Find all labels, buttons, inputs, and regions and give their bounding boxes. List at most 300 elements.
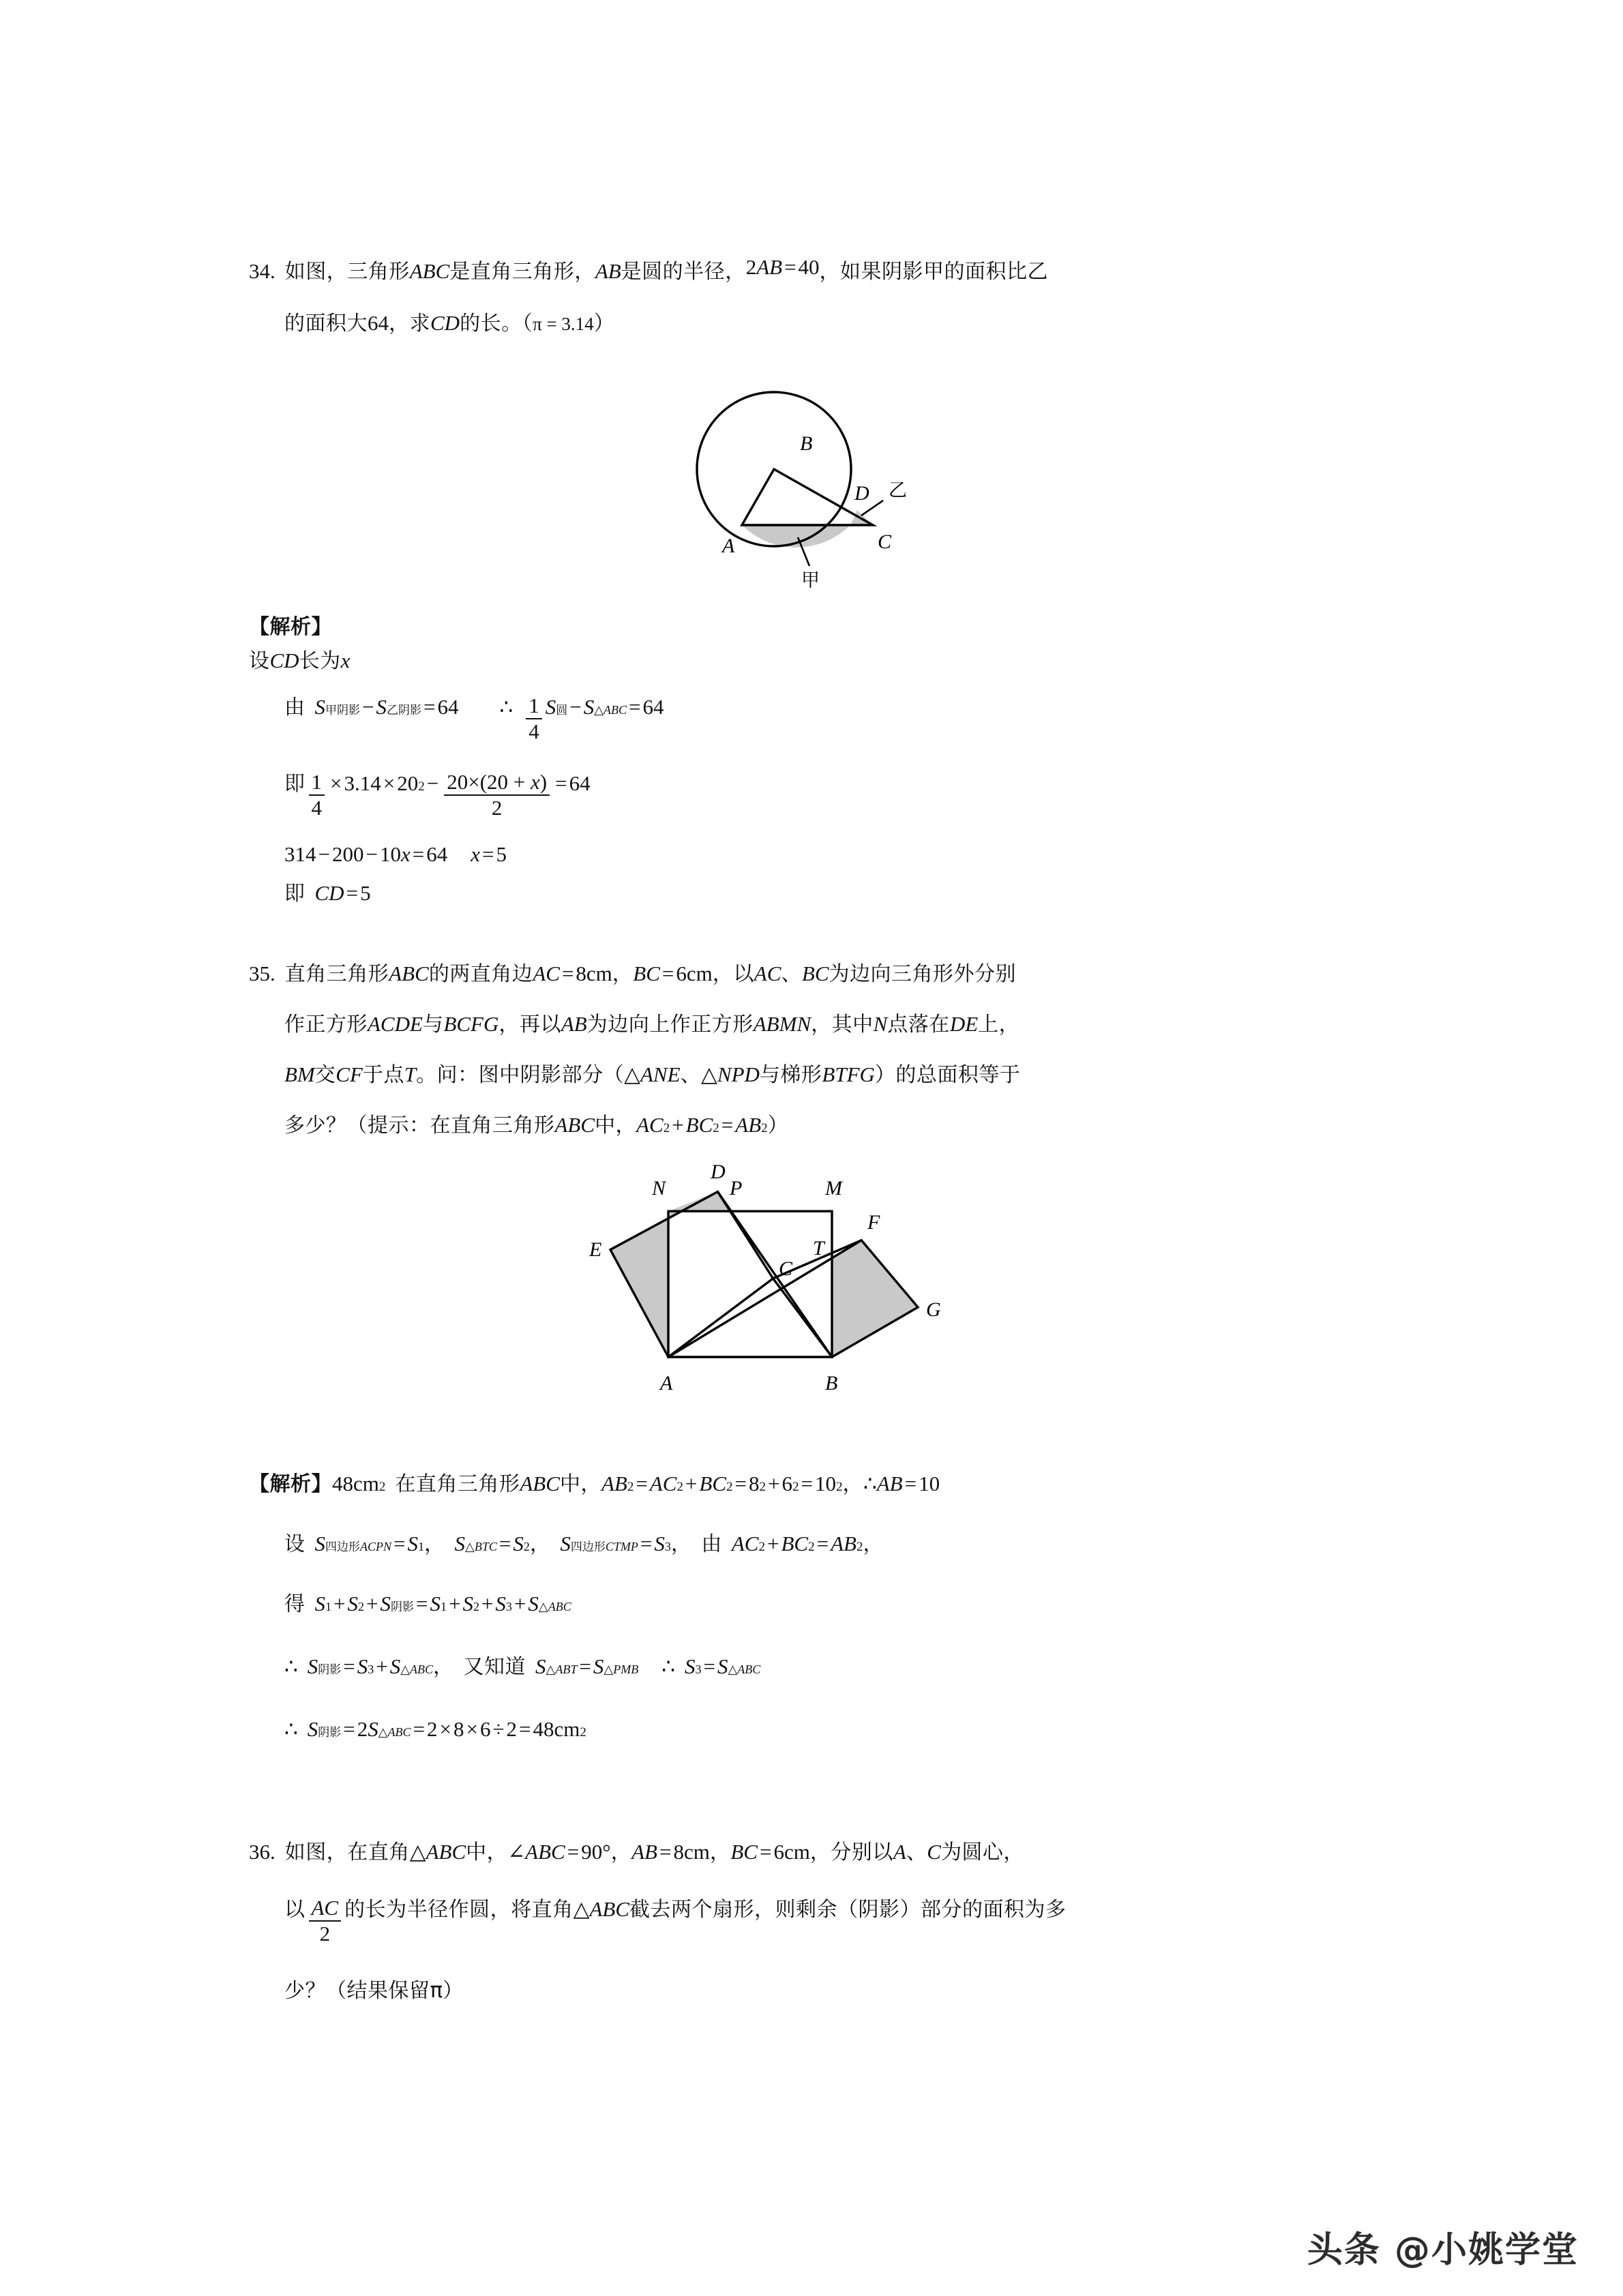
label-t: T: [813, 1237, 824, 1259]
math-eq: =: [659, 1840, 672, 1864]
therefore-symbol: ∴: [661, 1654, 675, 1678]
math-eq: =: [393, 1532, 406, 1555]
math-eq: =: [784, 255, 796, 279]
math-s: S: [407, 1532, 418, 1555]
math-s: S: [654, 1532, 665, 1555]
math-10: 10: [379, 842, 401, 867]
math-5: 5: [360, 881, 371, 906]
math-eq: =: [498, 1532, 511, 1555]
math-exp-2: 2: [759, 1480, 766, 1494]
math-10: 10: [814, 1472, 836, 1495]
math-6cm: 6cm: [773, 1840, 810, 1864]
unit-exp-2: 2: [378, 1480, 386, 1494]
sub-1: 1: [325, 1600, 331, 1613]
sub-ctmp: CTMP: [605, 1540, 638, 1553]
math-eq: =: [640, 1532, 653, 1555]
de-prefix: 得: [284, 1592, 306, 1616]
math-bc: BC: [699, 1472, 727, 1495]
pi-symbol: π: [430, 1978, 443, 2003]
sub-yuan: 圆: [556, 704, 568, 717]
math-eq: =: [703, 1654, 715, 1678]
therefore-symbol: ∴: [499, 695, 513, 719]
text: ）: [443, 1979, 464, 2003]
label-b: B: [800, 432, 813, 455]
label-n: N: [652, 1177, 666, 1199]
math-exp-2: 2: [418, 779, 425, 794]
math-minus: −: [318, 842, 330, 867]
math-exp-2: 2: [758, 1540, 765, 1554]
text: 的长。（: [460, 312, 533, 336]
math-eq: =: [346, 881, 359, 906]
solution-34-title: [249, 617, 1408, 638]
math-btfg: BTFG: [822, 1062, 875, 1086]
problem-36-line-1: [249, 1841, 1408, 1863]
math-s: S: [314, 695, 325, 719]
math-64: 64: [642, 695, 664, 719]
math-abc: ABC: [409, 259, 450, 283]
text: 如图，三角形: [284, 260, 410, 284]
sub-jia-yinying: 甲阴影: [325, 704, 360, 717]
math-exp-2: 2: [792, 1480, 799, 1494]
fraction-numerator: 1: [309, 771, 325, 796]
math-bc: BC: [730, 1840, 758, 1864]
text: ，分别以: [809, 1840, 893, 1864]
sub-1: 1: [418, 1540, 424, 1553]
text: ）: [767, 1114, 789, 1137]
triangle-symbol: △: [701, 1062, 717, 1086]
label-a: A: [722, 535, 735, 557]
math-ac: AC: [636, 1113, 664, 1137]
math-exp-2: 2: [808, 1540, 815, 1554]
fraction-triangle-area: [444, 771, 550, 819]
solution-35-line-2: [284, 1533, 1408, 1555]
math-s: S: [314, 1532, 325, 1555]
angle-symbol: ∠: [507, 1840, 526, 1864]
square-abmn: [668, 1211, 832, 1357]
math-bc: BC: [685, 1113, 713, 1137]
math-x: x: [471, 842, 480, 867]
shi-prefix: 设: [284, 1532, 306, 1556]
math-s: S: [495, 1592, 506, 1615]
solution-34: [249, 617, 1408, 904]
sub-1: 1: [440, 1600, 447, 1613]
math-s: S: [593, 1654, 604, 1678]
math-ab: AB: [595, 259, 621, 283]
math-exp-2: 2: [856, 1540, 863, 1554]
figure-circle-svg: [679, 374, 965, 592]
text: 中，: [595, 1114, 637, 1137]
problem-35-line-2: [284, 1013, 1408, 1035]
math-times: ×: [439, 1717, 452, 1741]
figure-squares-svg: [589, 1152, 1037, 1439]
sub-tri-abc: △ABC: [594, 703, 627, 717]
math-plus: +: [672, 1113, 684, 1137]
math-48: 48: [533, 1717, 554, 1741]
math-eq: =: [636, 1472, 648, 1495]
math-s: S: [368, 1717, 378, 1741]
sub-tri-abc: △ABC: [378, 1725, 411, 1739]
math-ab: AB: [601, 1472, 627, 1495]
math-s: S: [307, 1654, 318, 1678]
label-f: F: [867, 1211, 880, 1234]
sub-yinying: 阴影: [318, 1726, 342, 1740]
math-plus: +: [766, 1532, 779, 1555]
jiexi-label: 【解析】: [249, 1472, 332, 1496]
math-eq: =: [555, 771, 567, 796]
math-s: S: [462, 1592, 473, 1615]
math-n: N: [873, 1012, 888, 1036]
triangle-abc: [742, 469, 873, 525]
unit-cm: cm: [353, 1472, 379, 1495]
math-times: ×: [383, 771, 396, 796]
math-plus: +: [685, 1472, 698, 1495]
fraction-numerator: 20×(20 + x): [444, 771, 550, 796]
figure-squares-diagram: [589, 1152, 1037, 1439]
math-exp-2: 2: [835, 1480, 843, 1494]
label-c: C: [779, 1257, 793, 1280]
math-5: 5: [496, 842, 507, 867]
text: ，: [842, 1472, 863, 1496]
sub-3: 3: [368, 1663, 374, 1676]
math-s: S: [357, 1654, 368, 1678]
math-eq: =: [721, 1113, 734, 1137]
text: 、: [680, 1063, 702, 1087]
sub-2: 2: [473, 1600, 479, 1613]
text: 作正方形: [284, 1013, 368, 1037]
text: 为边向上作正方形: [586, 1013, 754, 1037]
math-2: 2: [506, 1717, 518, 1741]
text: ，如果阴影甲的面积比乙: [819, 260, 1049, 284]
comma: ，: [529, 1532, 551, 1556]
sub-tri-abc: △ABC: [538, 1600, 571, 1613]
math-s: S: [513, 1532, 524, 1555]
math-de: DE: [949, 1012, 979, 1036]
watermark-toutiao: 头条 @小姚学堂: [1307, 2230, 1579, 2271]
text: 直角三角形: [284, 962, 389, 986]
text: ，: [709, 1840, 731, 1864]
math-plus: +: [768, 1472, 780, 1495]
math-eq: =: [423, 695, 436, 719]
math-ab: AB: [631, 1840, 657, 1864]
solution-34-eq-4: [284, 882, 1408, 904]
figure-circle-diagram: [679, 374, 965, 592]
text: 于点: [362, 1063, 404, 1087]
label-a: A: [660, 1372, 673, 1395]
math-eq: =: [904, 1472, 917, 1495]
math-cf: CF: [336, 1062, 363, 1086]
math-ac: AC: [533, 961, 560, 985]
math-eq: =: [481, 842, 494, 867]
math-abc: ABC: [426, 1840, 466, 1864]
problem-36-line-3: [284, 1980, 1408, 2001]
math-s: S: [560, 1532, 571, 1555]
math-exp-2: 2: [627, 1480, 634, 1494]
math-200: 200: [331, 842, 364, 867]
math-ab: AB: [876, 1472, 903, 1495]
ji-prefix: 即: [284, 882, 306, 906]
math-ac: AC: [754, 961, 781, 985]
math-6: 6: [480, 1717, 491, 1741]
sub-2: 2: [357, 1600, 364, 1613]
label-m: M: [825, 1177, 842, 1199]
math-x: x: [340, 648, 351, 672]
text: ，: [612, 962, 634, 986]
text: 如图，在直角: [284, 1840, 410, 1864]
math-minus: −: [569, 695, 582, 719]
text: 中，: [466, 1840, 508, 1864]
fraction-denominator: 4: [311, 795, 322, 820]
math-eq: =: [519, 1717, 531, 1741]
math-times: ×: [466, 1717, 479, 1741]
math-40: 40: [798, 255, 820, 279]
math-ac: AC: [731, 1532, 759, 1555]
text: 多少？（提示：在直角三角形: [284, 1114, 555, 1137]
sub-yi-yinying: 乙阴影: [386, 704, 421, 717]
math-s: S: [545, 695, 556, 719]
math-s: S: [528, 1592, 539, 1615]
math-exp-2: 2: [713, 1121, 719, 1135]
math-8cm: 8cm: [576, 961, 612, 985]
math-bc: BC: [633, 961, 660, 985]
math-exp-2: 2: [761, 1121, 768, 1135]
text: 设: [249, 649, 270, 673]
math-t: T: [404, 1062, 417, 1086]
math-eq: =: [801, 1472, 813, 1495]
label-d: D: [854, 482, 869, 505]
math-eq: =: [412, 842, 425, 867]
problem-35: [249, 963, 1408, 1136]
math-c: C: [927, 1840, 941, 1864]
problem-35-number: 35.: [249, 961, 276, 985]
text: 交: [314, 1063, 336, 1087]
math-eq: =: [579, 1654, 591, 1678]
fraction-one-quarter-2: [309, 771, 325, 819]
text: ，: [610, 1840, 632, 1864]
you-prefix: 由: [284, 696, 306, 719]
solution-35-line-3: [284, 1593, 1408, 1615]
math-bcfg: BCFG: [443, 1012, 499, 1036]
text: 、: [781, 962, 802, 986]
sub-3: 3: [695, 1663, 702, 1676]
math-bc: BC: [801, 961, 829, 985]
text: 。问：图中阴影部分（: [416, 1063, 625, 1087]
math-eq: =: [343, 1654, 355, 1678]
text: 的面积大: [284, 312, 368, 336]
math-s: S: [583, 695, 595, 719]
comma: ，: [424, 1532, 445, 1556]
math-a: A: [893, 1840, 906, 1864]
therefore-symbol: ∴: [284, 1717, 298, 1741]
comma: ，: [670, 1532, 692, 1556]
text: ，求: [389, 312, 430, 336]
comma: ，: [863, 1532, 884, 1556]
sub-3: 3: [505, 1600, 512, 1613]
math-20: 20: [397, 771, 419, 796]
you-prefix: 由: [701, 1532, 722, 1556]
math-eq: =: [413, 1717, 426, 1741]
math-s: S: [380, 1592, 391, 1615]
text: ，其中: [811, 1013, 874, 1037]
text: 为圆心，: [940, 1840, 1024, 1864]
math-pi-value: π = 3.14: [533, 314, 594, 334]
therefore-symbol: ∴: [284, 1654, 298, 1678]
math-exp-2: 2: [676, 1480, 683, 1494]
math-64: 64: [569, 771, 591, 796]
problem-36-line-2: [284, 1898, 1408, 1946]
solution-35-line-4: [284, 1656, 1408, 1678]
fraction-one-quarter: [526, 695, 542, 743]
line-b-c-d: [717, 1192, 832, 1357]
text: 是直角三角形，: [449, 260, 595, 284]
math-npd: NPD: [717, 1062, 760, 1086]
math-eq: =: [415, 1592, 428, 1615]
math-x: x: [400, 842, 411, 867]
text: 截去两个扇形，则剩余（阴影）部分的面积为多: [629, 1898, 1067, 1922]
text: 长为: [299, 649, 341, 673]
math-6: 6: [781, 1472, 792, 1495]
text: 的两直角边: [428, 962, 533, 986]
solution-34-eq-1: [284, 696, 1408, 744]
math-64: 64: [368, 311, 389, 335]
problem-34-line-1: [249, 255, 1408, 284]
label-jia: 甲: [801, 570, 820, 591]
text: 与梯形: [759, 1063, 822, 1087]
text: ）: [593, 312, 615, 336]
math-plus: +: [333, 1592, 346, 1615]
sub-yinying: 阴影: [318, 1663, 342, 1677]
math-ab: AB: [831, 1532, 857, 1555]
fraction-denominator: 2: [319, 1921, 331, 1945]
fraction-ac-over-2: [309, 1897, 342, 1945]
math-cd: CD: [430, 311, 460, 335]
label-e: E: [589, 1238, 602, 1261]
math-bc: BC: [781, 1532, 809, 1555]
fraction-denominator: 4: [528, 719, 539, 743]
text: 、: [906, 1840, 927, 1864]
math-eq: =: [629, 695, 641, 719]
ji-prefix: 即: [284, 772, 306, 796]
text: 的长为半径作圆，将直角: [344, 1898, 574, 1922]
unit-cm: cm: [554, 1717, 580, 1741]
math-bm: BM: [284, 1062, 315, 1086]
text: 是圆的半径，: [621, 260, 746, 284]
math-90-deg: 90°: [581, 1840, 611, 1864]
math-8: 8: [749, 1472, 760, 1495]
math-plus: +: [448, 1592, 461, 1615]
math-ac: AC: [649, 1472, 677, 1495]
math-314: 314: [284, 842, 316, 867]
math-eq: =: [567, 1840, 580, 1864]
math-abmn: ABMN: [753, 1012, 812, 1036]
text: 在直角三角形: [395, 1472, 520, 1496]
text: 上，: [978, 1013, 1020, 1037]
math-acde: ACDE: [368, 1012, 423, 1036]
text: 点落在: [887, 1013, 950, 1037]
label-c: C: [878, 531, 892, 553]
math-ab: AB: [561, 1012, 587, 1036]
label-d: D: [711, 1161, 726, 1183]
sub-yinying: 阴影: [390, 1600, 414, 1614]
math-8cm: 8cm: [673, 1840, 710, 1864]
text: ，以: [712, 962, 754, 986]
problem-34-number: 34.: [249, 259, 276, 283]
math-eq: =: [661, 961, 674, 985]
math-abc: ABC: [554, 1113, 595, 1137]
text: ）的总面积等于: [874, 1063, 1021, 1087]
problem-36: [249, 1841, 1408, 2001]
math-2: 2: [357, 1717, 368, 1741]
triangle-symbol: △: [409, 1840, 426, 1864]
math-minus: −: [426, 771, 439, 796]
sub-quad: 四边形: [570, 1540, 606, 1554]
math-abc: ABC: [520, 1472, 560, 1495]
math-abc: ABC: [525, 1840, 565, 1864]
solution-34-set-line: [249, 650, 1408, 672]
sub-3: 3: [664, 1540, 671, 1553]
math-3-14: 3.14: [344, 771, 381, 796]
math-2: 2: [745, 255, 757, 279]
math-abc: ABC: [589, 1897, 630, 1921]
jiexi-label: 【解析】: [249, 615, 332, 639]
math-abc: ABC: [389, 961, 429, 985]
math-s: S: [389, 1654, 401, 1678]
label-g: G: [926, 1298, 941, 1321]
triangle-symbol: △: [573, 1897, 590, 1921]
math-plus: +: [376, 1654, 388, 1678]
math-exp-2: 2: [663, 1121, 670, 1135]
therefore-symbol: ∴: [863, 1472, 877, 1495]
math-8: 8: [453, 1717, 464, 1741]
math-s: S: [314, 1592, 325, 1615]
fraction-denominator: 2: [491, 795, 503, 820]
math-minus: −: [366, 842, 378, 867]
youzhidao-prefix: 又知道: [463, 1655, 526, 1679]
problem-34-line-2: [284, 312, 1408, 334]
math-2: 2: [427, 1717, 438, 1741]
comma: ，: [433, 1655, 454, 1679]
math-eq: =: [816, 1532, 829, 1555]
sub-quad: 四边形: [325, 1540, 360, 1554]
math-ane: ANE: [640, 1062, 681, 1086]
sub-acpn: ACPN: [360, 1540, 392, 1553]
text: 与: [422, 1013, 444, 1037]
unit-exp-2: 2: [580, 1725, 586, 1740]
math-s: S: [717, 1654, 728, 1678]
solution-35-line-5: [284, 1718, 1408, 1740]
math-cd: CD: [314, 881, 344, 906]
sub-tri-abc: △ABC: [728, 1663, 761, 1676]
math-eq: =: [759, 1840, 772, 1864]
label-yi: 乙: [889, 480, 907, 501]
math-minus: −: [362, 695, 374, 719]
math-eq: =: [734, 1472, 747, 1495]
math-ab-2: AB: [756, 255, 783, 279]
math-plus: +: [513, 1592, 526, 1615]
sub-tri-btc: △BTC: [465, 1540, 497, 1553]
math-s: S: [684, 1654, 696, 1678]
problem-34: [249, 255, 1408, 336]
text: 中，: [559, 1472, 601, 1496]
math-10: 10: [919, 1472, 940, 1495]
math-times: ×: [330, 771, 342, 796]
math-s: S: [347, 1592, 358, 1615]
sub-2: 2: [523, 1540, 530, 1553]
solution-35-line-1: [249, 1473, 1408, 1495]
problem-35-line-4: [284, 1114, 1408, 1136]
yi-prefix: 以: [284, 1898, 306, 1922]
math-ab: AB: [735, 1113, 762, 1137]
math-eq: =: [561, 961, 574, 985]
